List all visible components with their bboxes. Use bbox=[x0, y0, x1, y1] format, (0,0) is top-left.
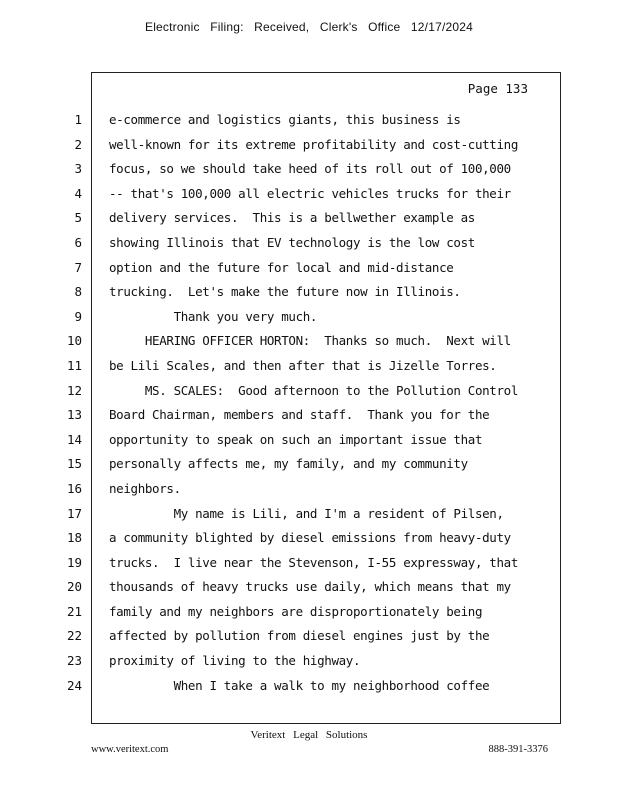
line-text: thousands of heavy trucks use daily, which means that my bbox=[109, 579, 511, 595]
transcript-line bbox=[0, 108, 618, 133]
line-text: Thank you very much. bbox=[109, 308, 318, 324]
line-number: 10 bbox=[66, 333, 82, 349]
line-text: a community blighted by diesel emissions from heavy-duty bbox=[109, 530, 511, 546]
transcript-line bbox=[0, 256, 618, 281]
transcript-line bbox=[0, 452, 618, 477]
line-number: 9 bbox=[74, 308, 82, 324]
line-number: 7 bbox=[74, 259, 82, 275]
line-text: When I take a walk to my neighborhood coffee bbox=[109, 677, 490, 693]
line-text: personally affects me, my family, and my community bbox=[109, 456, 468, 472]
transcript-line bbox=[0, 280, 618, 305]
transcript-line bbox=[0, 575, 618, 600]
line-number: 8 bbox=[74, 284, 82, 300]
transcript-line bbox=[0, 403, 618, 428]
transcript-line bbox=[0, 600, 618, 625]
line-text: well-known for its extreme profitability and cost-cutting bbox=[109, 136, 519, 152]
footer-website: www.veritext.com bbox=[91, 744, 169, 755]
line-number: 16 bbox=[66, 480, 82, 496]
line-number: 1 bbox=[74, 112, 82, 127]
line-number: 13 bbox=[66, 407, 82, 423]
line-text: -- that's 100,000 all electric vehicles trucks for their bbox=[109, 185, 511, 201]
line-text: opportunity to speak on such an important issue that bbox=[109, 431, 483, 447]
line-text: family and my neighbors are disproportionately being bbox=[109, 603, 483, 619]
transcript-lines bbox=[0, 108, 618, 698]
footer-company: Veritext Legal Solutions bbox=[250, 729, 368, 741]
line-text: trucks. I live near the Stevenson, I-55 expressway, that bbox=[109, 554, 519, 570]
transcript-line bbox=[0, 649, 618, 674]
transcript-line bbox=[0, 157, 618, 182]
line-number: 18 bbox=[66, 530, 82, 546]
line-text: option and the future for local and mid-distance bbox=[109, 259, 454, 275]
transcript-line bbox=[0, 231, 618, 256]
line-text: e-commerce and logistics giants, this business is bbox=[109, 112, 461, 127]
line-number: 21 bbox=[66, 603, 82, 619]
transcript-line bbox=[0, 354, 618, 379]
line-number: 6 bbox=[74, 234, 82, 250]
transcript-line bbox=[0, 133, 618, 158]
line-number: 19 bbox=[66, 554, 82, 570]
transcript-line bbox=[0, 206, 618, 231]
line-number: 20 bbox=[66, 579, 82, 595]
transcript-line bbox=[0, 526, 618, 551]
line-text: delivery services. This is a bellwether example as bbox=[109, 210, 475, 226]
line-text: trucking. Let's make the future now in Illinois. bbox=[109, 284, 461, 300]
line-number: 17 bbox=[66, 505, 82, 521]
line-text: be Lili Scales, and then after that is Jizelle Torres. bbox=[109, 357, 497, 373]
line-number: 5 bbox=[74, 210, 82, 226]
line-number: 2 bbox=[74, 136, 82, 152]
line-text: affected by pollution from diesel engines just by the bbox=[109, 628, 490, 644]
line-text: HEARING OFFICER HORTON: Thanks so much. Next will bbox=[109, 333, 511, 349]
transcript-line bbox=[0, 379, 618, 404]
line-number: 22 bbox=[66, 628, 82, 644]
transcript-line bbox=[0, 182, 618, 207]
filing-stamp: Electronic Filing: Received, Clerk's Office 12/17/2024 bbox=[144, 20, 473, 34]
transcript-line bbox=[0, 551, 618, 576]
transcript-line bbox=[0, 624, 618, 649]
page-number: Page 133 bbox=[467, 81, 528, 96]
line-text: Board Chairman, members and staff. Thank you for the bbox=[109, 407, 490, 423]
line-number: 23 bbox=[66, 653, 82, 669]
transcript-line bbox=[0, 477, 618, 502]
line-number: 11 bbox=[66, 357, 82, 373]
transcript-line bbox=[0, 329, 618, 354]
line-text: MS. SCALES: Good afternoon to the Pollution Control bbox=[109, 382, 519, 398]
line-text: showing Illinois that EV technology is the low cost bbox=[109, 234, 475, 250]
line-text: My name is Lili, and I'm a resident of Pilsen, bbox=[109, 505, 504, 521]
transcript-line bbox=[0, 428, 618, 453]
line-text: neighbors. bbox=[109, 480, 181, 496]
transcript-line bbox=[0, 502, 618, 527]
transcript-line bbox=[0, 305, 618, 330]
line-text: focus, so we should take heed of its roll out of 100,000 bbox=[109, 161, 511, 177]
line-number: 3 bbox=[74, 161, 82, 177]
line-number: 15 bbox=[66, 456, 82, 472]
line-number: 4 bbox=[74, 185, 82, 201]
line-text: proximity of living to the highway. bbox=[109, 653, 361, 669]
line-number: 14 bbox=[66, 431, 82, 447]
footer-phone: 888-391-3376 bbox=[488, 744, 548, 755]
line-number: 24 bbox=[66, 677, 82, 693]
line-number: 12 bbox=[66, 382, 82, 398]
transcript-line bbox=[0, 674, 618, 699]
